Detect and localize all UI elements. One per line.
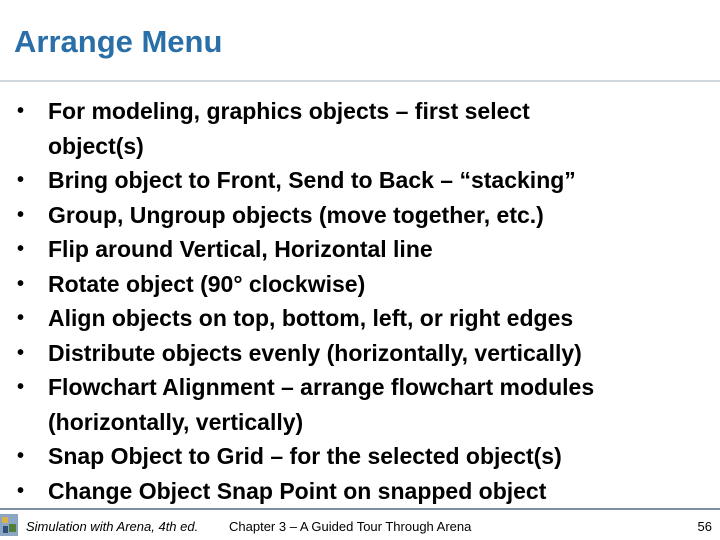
bullet-dot-icon: • — [17, 100, 25, 122]
bullet-item — [14, 163, 714, 198]
bullet-text-line: Rotate object (90° clockwise) — [48, 270, 366, 297]
slide-title: Arrange Menu — [14, 24, 223, 59]
bullet-text-line: (horizontally, vertically) — [48, 408, 304, 435]
footer-chapter-title: Chapter 3 – A Guided Tour Through Arena — [229, 519, 472, 534]
bullet-item — [14, 439, 714, 474]
bullet-text-line: Change Object Snap Point on snapped object — [48, 477, 547, 504]
bullet-dot-icon: • — [17, 479, 25, 502]
bullet-dot-icon: • — [17, 169, 25, 191]
bullet-text-line: Snap Object to Grid – for the selected object(s) — [48, 443, 562, 469]
bullet-dot-icon: • — [17, 376, 25, 398]
bullet-dot-icon: • — [17, 203, 25, 226]
bullet-item — [14, 474, 714, 509]
bullet-text-line: Bring object to Front, Send to Back – “stacking” — [48, 167, 576, 193]
bullet-text-line: Flowchart Alignment – arrange flowchart modules — [48, 374, 595, 400]
bullet-dot-icon: • — [17, 272, 25, 295]
bullet-dot-icon: • — [17, 341, 25, 364]
bullet-item — [14, 198, 714, 233]
bullet-item — [14, 370, 714, 439]
footer-divider — [0, 508, 720, 510]
bullet-item — [14, 94, 714, 163]
bullet-item — [14, 267, 714, 302]
footer-page-number: 56 — [697, 519, 712, 534]
bullet-list — [14, 94, 714, 508]
bullet-text-line: For modeling, graphics objects – first select — [48, 98, 530, 124]
footer-book-title: Simulation with Arena, 4th ed. — [26, 519, 199, 534]
bullet-text-line: object(s) — [48, 132, 144, 159]
bullet-text-line: Group, Ungroup objects (move together, etc.) — [48, 201, 544, 228]
bullet-text-line: Align objects on top, bottom, left, or right edges — [48, 305, 574, 331]
arena-logo-icon — [0, 514, 18, 536]
title-divider — [0, 80, 720, 82]
bullet-dot-icon: • — [17, 445, 25, 467]
bullet-text-line: Distribute objects evenly (horizontally, vertically) — [48, 339, 582, 366]
bullet-text-line: Flip around Vertical, Horizontal line — [48, 236, 433, 262]
bullet-dot-icon: • — [17, 307, 25, 329]
bullet-item — [14, 232, 714, 267]
bullet-item — [14, 301, 714, 336]
bullet-item — [14, 336, 714, 371]
bullet-dot-icon: • — [17, 238, 25, 260]
